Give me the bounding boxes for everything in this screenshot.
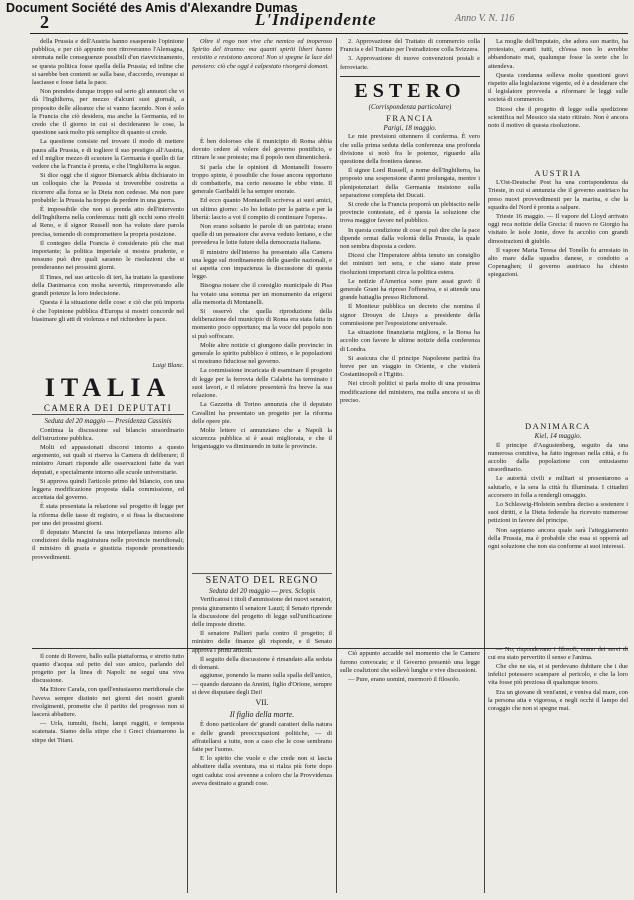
watermark-label: Document Société des Amis d'Alexandre Dumas [6, 1, 298, 15]
article-paragraph: In questa condizione di cose si può dire che la pace dipende ormai dalla volontà della Prussia, la quale non sembra disposta a cedere. [340, 226, 480, 251]
section-title-senato: SENATO DEL REGNO [192, 573, 332, 585]
chapter-title: Il figlio della morte. [229, 710, 295, 720]
article-paragraph: Dicesi che l'Imperatore abbia tenuto un consiglio dei ministri ieri sera, e che siano state prese risoluzioni importanti circa la politica estera. [340, 252, 480, 276]
article-paragraph: È impossibile che non si prenda atto dell'intervento dell'Inghilterra nella conferenza: tutti gli occhi sono rivolti al Reno, e il signor Russell non ha voluto dare parola precisa, temendo di compromettere la propria posizione. [32, 206, 184, 238]
article-paragraph: Il signor Lord Russell, a nome dell'Inghilterra, ha proposto una sospensione d'armi prolungata, mentre i plenipotenziari della Germania insistono sulla separazione completa dei Ducati. [340, 167, 480, 199]
session-heading: Seduta del 20 maggio — Presidenza Cassinis [44, 417, 172, 426]
article-paragraph: Il Times, nel suo articolo di ieri, ha trattato la questione della Danimarca con molta severità, rimproverando alle grandi potenze la loro indecisione. [32, 273, 184, 298]
article-paragraph: Le notizie d'America sono pure assai gravi: il generale Grant ha ripreso l'offensiva, e si attende una grande battaglia presso Richmond. [340, 277, 480, 302]
masthead: L'Indipendente [255, 10, 377, 29]
issue-info: Anno V. N. 116 [455, 13, 515, 24]
page-number: 2 [40, 12, 49, 32]
article-paragraph: L'Ost-Deutsche Post ha una corrispondenza da Trieste, in cui si annunzia che il governo austriaco ha preso nuovi provvedimenti per la marina, e che la squadra del Nord è pronta a salpare. [488, 179, 628, 211]
country-heading-danimarca: DANIMARCA [525, 421, 591, 432]
column-divider [336, 38, 337, 893]
article-signature: Luigi Blanc. [152, 362, 184, 369]
feuilleton-paragraph: È dono particolare de' grandi caratteri della natura e delle grandi preoccupazioni politiche, — di affratellarsi a tutte, non a caso che le cose sembrano fatte per l'uomo. [192, 721, 332, 754]
feuilleton-paragraph: — Urla, tumulti, fischi, lampi ruggiti, e tempesta scatenata. Siamo della stirpe che i Greci chiamarono la stirpe dei Titani. [32, 720, 184, 744]
article-paragraph: Si osservò che quella riproduzione della deliberazione del municipio di Roma era stata fatta in momento poco opportuno; ma la voce del popolo non si può soffocare. [192, 308, 332, 340]
article-paragraph: Il principe d'Augustenberg, seguito da una numerosa comitiva, ha fatto ingresso nella città, e fu accolto dalla popolazione con entusiasmo straordinario. [488, 441, 628, 474]
feuilleton-paragraph: aggiunse, ponendo la mano sulla spalla dell'amico, — quando danzano da Annini, figlio d'Orione, sempre si deve disputare degli Dei! [192, 672, 332, 696]
feuilleton-paragraph: Che che ne sia, ei si perdevano dubitare che i due infelici potessero scampare al pericolo, e che la loro vita fosse più preziosa di qualunque tesoro. [488, 663, 628, 687]
feuilleton-paragraph: Ma Ettore Carafa, con quell'entusiasmo meridionale che l'aveva sempre distinto nei giorni dei nostri grandi rivolgimenti, promette che il partito del progresso non si lascerà abbattere. [32, 686, 184, 719]
section-title-estero: ESTERO [340, 76, 480, 102]
article-paragraph: Si assicura che il principe Napoleone partirà fra breve per un viaggio in Oriente, e che visiterà Costantinopoli e l'Egitto. [340, 354, 480, 379]
dateline: Kiel, 14 maggio. [534, 432, 582, 441]
feuilleton-paragraph: E lo spirito che vuole e che crede non si lascia abbattere dalla sventura, ma si rialza più forte dopo ogni caduta: così avvenne a coloro che la Provvidenza aveva destinato a grandi cose. [192, 755, 332, 787]
article-paragraph: La moglie dell'imputato, che adora suo marito, ha protestato, avanti tutti, ch'essa non lo avrebbe abbandonato mai, qualunque fosse la sorte che lo attendeva. [488, 38, 628, 70]
article-paragraph: Il seguito della discussione è rimandato alla seduta di domani. [192, 655, 332, 672]
article-paragraph: Questa condanna solleva molte questioni gravi rispetto alla legislazione vigente, ed è a desiderare che il legislatore provveda a riformare le leggi sulle società di commercio. [488, 71, 628, 104]
chapter-number: VII. [255, 698, 269, 708]
article-paragraph: Si crede che la Francia proporrà un plebiscito nelle provincie contestate, ed è questa la soluzione che trova maggior favore nel pubblico. [340, 201, 480, 225]
list-item: 3. Approvazione di nuove convenzioni postali e ferroviarie. [340, 55, 480, 71]
column-divider [484, 38, 485, 893]
article-paragraph: Si dice oggi che il signor Bismarck abbia dichiarato in un colloquio che la Prussia si troverebbe costretta a ricorrere alla forza se la Dieta non cedesse. Ma non pare probabile: la Prussia ha troppo da perdere in una guerra. [32, 172, 184, 204]
article-paragraph: È stata presentata la relazione sul progetto di legge per la riforma delle tasse di registro, e si fissa la discussione per uno dei prossimi giorni. [32, 503, 184, 527]
feuilleton-paragraph: Era un giovane di vent'anni, e veniva dal mare, con la persona atta e vigorosa, e negli occhi il lampo del coraggio che non si spegne mai. [488, 688, 628, 713]
article-paragraph: Oltre il rogo non vive che nemico ed inoperoso Spirito del tiranno: ma quanti spiriti liberi hanno resistito e resistono ancora! Non si spegne la luce del pensiero: ciò che oggi è calpestato risorgerà domani. [192, 38, 332, 70]
column-1 [32, 38, 184, 893]
article-paragraph: La situazione finanziaria migliora, e la Borsa ha accolto con favore le ultime notizie della conferenza di Londra. [340, 329, 480, 353]
column-3 [340, 38, 480, 893]
article-paragraph: Non sappiamo ancora quale sarà l'atteggiamento della Prussia, ma è probabile che essa si opporrà ad ogni soluzione che non sia conforme ai suoi interessi. [488, 526, 628, 551]
dateline: Parigi, 18 maggio. [383, 124, 437, 133]
section-title-italia: ITALIA [44, 373, 172, 403]
article-paragraph: Il Moniteur pubblica un decreto che nomina il signor Drouyn de Lhuys a presidente della commissione per l'esposizione universale. [340, 303, 480, 327]
column-divider [187, 38, 188, 893]
article-paragraph: Dicesi che il progetto di legge sulla spedizione scientifica nel Messico sia stato ritirato. Non è ancora noto il motivo di questa risoluzione. [488, 105, 628, 130]
column-2 [192, 38, 332, 893]
article-paragraph: Il contegno della Francia è considerato più che mai importante; la politica imperiale si mostra prudente, e nessuno può dire quali saranno le risoluzioni che si prenderanno nei prossimi giorni. [32, 239, 184, 272]
article-paragraph: Si parla che le opinioni di Montanelli fossero troppo spinte, è possibile che fosse ancora opportuno di combatterle, ma certo nessuno le ebbe vinte. Il generale Garibaldi le ha sempre onorate. [192, 163, 332, 196]
article-paragraph: Il senatore Pallieri parla contro il progetto; il ministro delle finanze gli risponde, e il Senato approva i primi articoli. [192, 630, 332, 654]
article-paragraph: della Prussia e dell'Austria hanno esasperato l'opinione pubblica, e per ciò appunto non ritroveranno l'Alemagna, stremata nelle conseguenze possibili d'un riavvicinamento, se questa politica fosse quella della Prussia; ed infine che si sarebbe ben contenti se sulla base, d'accordo, ovunque si lasciasse e fosse fatta la pace. [32, 38, 184, 87]
article-paragraph: Il vapore Maria Teresa del Tonello fu arrestato in alto mare dalla squadra danese, e condotto a Copenaghen; il governo austriaco ha chiesto spiegazioni. [488, 246, 628, 279]
country-heading-austria: AUSTRIA [534, 168, 582, 178]
feuilleton-paragraph: — Pure, erano uomini, mormorò il filosofo. [348, 676, 460, 684]
article-paragraph: Questa è la situazione delle cose: e ciò che più importa è che l'opinione pubblica d'Europa si mostri concorde nel biasimare gli atti di violenza e nel richiedere la pace. [32, 299, 184, 323]
article-paragraph: Non prendete dunque troppo sul serio gli annunzi che vi dà l'Inghilterra, per mezzo d'alcuni suoi giornali, a proposito delle alleanze che si vanno facendo. Non è solo la Francia che ciò desidera, ma anche la Germania, ed io credo che il giorno in cui si decideranno le cose, la questione sarà molto più semplice di quanto si crede. [32, 88, 184, 137]
article-paragraph: La questione consiste nel trovare il modo di mettere paura alla Prussia, e di togliere il suo prestigio all'Austria, ed il miglior mezzo di scuotere la Germania è quello di far vedere che la Francia è pronta, e che l'Inghilterra la segue. [32, 138, 184, 171]
article-paragraph: Si approva quindi l'articolo primo del bilancio, con una leggera modificazione proposta dalla commissione, ed accettata dal governo. [32, 477, 184, 502]
article-paragraph: Continua la discussione sul bilancio straordinario dell'istruzione pubblica. [32, 426, 184, 442]
article-paragraph: Molti ed appassionati discorsi intorno a questo argomento, sui quali si riserva la Camera di deliberare; il ministro Amari risponde alle osservazioni fatte da vari deputati, e specialmente intorno alle scuole universitarie. [32, 444, 184, 476]
article-paragraph: Molte altre notizie ci giungono dalle provincie: in generale lo spirito pubblico è ottimo, e le popolazioni si mostrano fiduciose nel governo. [192, 341, 332, 366]
article-paragraph: Le autorità civili e militari si presentarono a salutarlo, e la sera la città fu illuminata. I cittadini accorsero in folla a rendergli omaggio. [488, 475, 628, 499]
article-paragraph: Bisogna notare che il consiglio municipale di Pisa ha votato una somma per un monumento da erigersi alla memoria di Montanelli. [192, 282, 332, 306]
article-paragraph: Lo Schleswig-Holstein sembra deciso a sostenere i suoi diritti, e la Dieta federale ha ricevuto numerose petizioni in favore del principe. [488, 501, 628, 525]
article-paragraph: Il ministro dell'interno ha presentato alla Camera una legge sul riordinamento delle guardie nazionali, e si aspetta con impazienza la discussione di questa legge. [192, 248, 332, 281]
article-paragraph: Nei circoli politici si parla molto di una prossima modificazione del ministero, ma nulla ancora si sa di preciso. [340, 380, 480, 404]
article-paragraph: La commissione incaricata di esaminare il progetto di legge per la ferrovia delle Calabrie ha terminato i suoi lavori, e il relatore presenterà fra breve la sua relazione. [192, 367, 332, 400]
article-paragraph: Le mie previsioni ottennero il conferma. È vero che sulla prima seduta della conferenza una profonda divisione si notò fra le potenze, riguardo alla questione della frontiera danese. [340, 133, 480, 166]
feuilleton-paragraph: — No, rispondevano i filosofi, erano dei servi di cui era stato pervertito il senso e l'anima. [488, 645, 628, 661]
session-heading: Seduta del 20 maggio — pres. Sclopis [208, 587, 316, 596]
correspondence-label: (Corrispondenza particolare) [368, 102, 452, 111]
masthead-rule [30, 33, 628, 34]
country-heading-francia: FRANCIA [386, 113, 434, 124]
article-paragraph: Verificatosi i titoli d'ammissione dei nuovi senatori, presta giuramento il senatore Lauzi; il Senato riprende la discussione del progetto di legge sull'unificazione delle imposte dirette. [192, 596, 332, 629]
article-paragraph: Molte lettere ci annunziano che a Napoli la sicurezza pubblica si è assai migliorata, e che il brigantaggio va diminuendo in tutte le provincie. [192, 426, 332, 451]
article-paragraph: Trieste 16 maggio. — Il vapore del Lloyd arrivato oggi reca notizie della Grecia: il nuovo re Giorgio ha visitato le isole Jonie, dove fu accolto con grandi dimostrazioni di giubilo. [488, 213, 628, 245]
article-paragraph: Ed ecco quanto Montanelli scriveva ai suoi amici, un ultimo giorno: «Io ho lottato per la patria e per la libertà: lascio a voi il compito di continuare l'opera». [192, 197, 332, 221]
article-paragraph: La Gazzetta di Torino annunzia che il deputato Cavallini ha presentato un progetto per la riforma delle opere pie. [192, 401, 332, 425]
column-4 [488, 38, 628, 893]
feuilleton-paragraph: Ciò appunto accadde nel momento che le Camere furono convocate; e il Governo presentò una legge sulle coalizioni che sollevò lunghe e vive discussioni. [340, 650, 480, 674]
section-subtitle-camera: CAMERA DEI DEPUTATI [32, 404, 184, 415]
feuilleton-paragraph: Il conte di Rovere, ballo sulla piattaforma, e stretto tutto quanto d'acqua sul petto del suo amico, parlando del progetto per la linea di Napoli: ne seguì una viva discussione. [32, 652, 184, 685]
article-paragraph: Il deputato Mancini fa una interpellanza intorno alle condizioni della magistratura nelle provincie meridionali; il ministro di grazia e giustizia risponde promettendo provvedimenti. [32, 529, 184, 561]
list-item: 2. Approvazione del Trattato di commercio colla Francia e del Trattato per l'estradizione colla Svizzera. [340, 38, 480, 54]
article-paragraph: È ben doloroso che il municipio di Roma abbia dovuto cedere al volere del governo pontificio, e ritirare le sue proteste; ma il popolo non dimenticherà. [192, 138, 332, 162]
article-paragraph: Non erano soltanto le parole di un patriota; erano quelle di un pensatore che aveva veduto lontano, e che prevedeva le lotte future della democrazia italiana. [192, 223, 332, 247]
